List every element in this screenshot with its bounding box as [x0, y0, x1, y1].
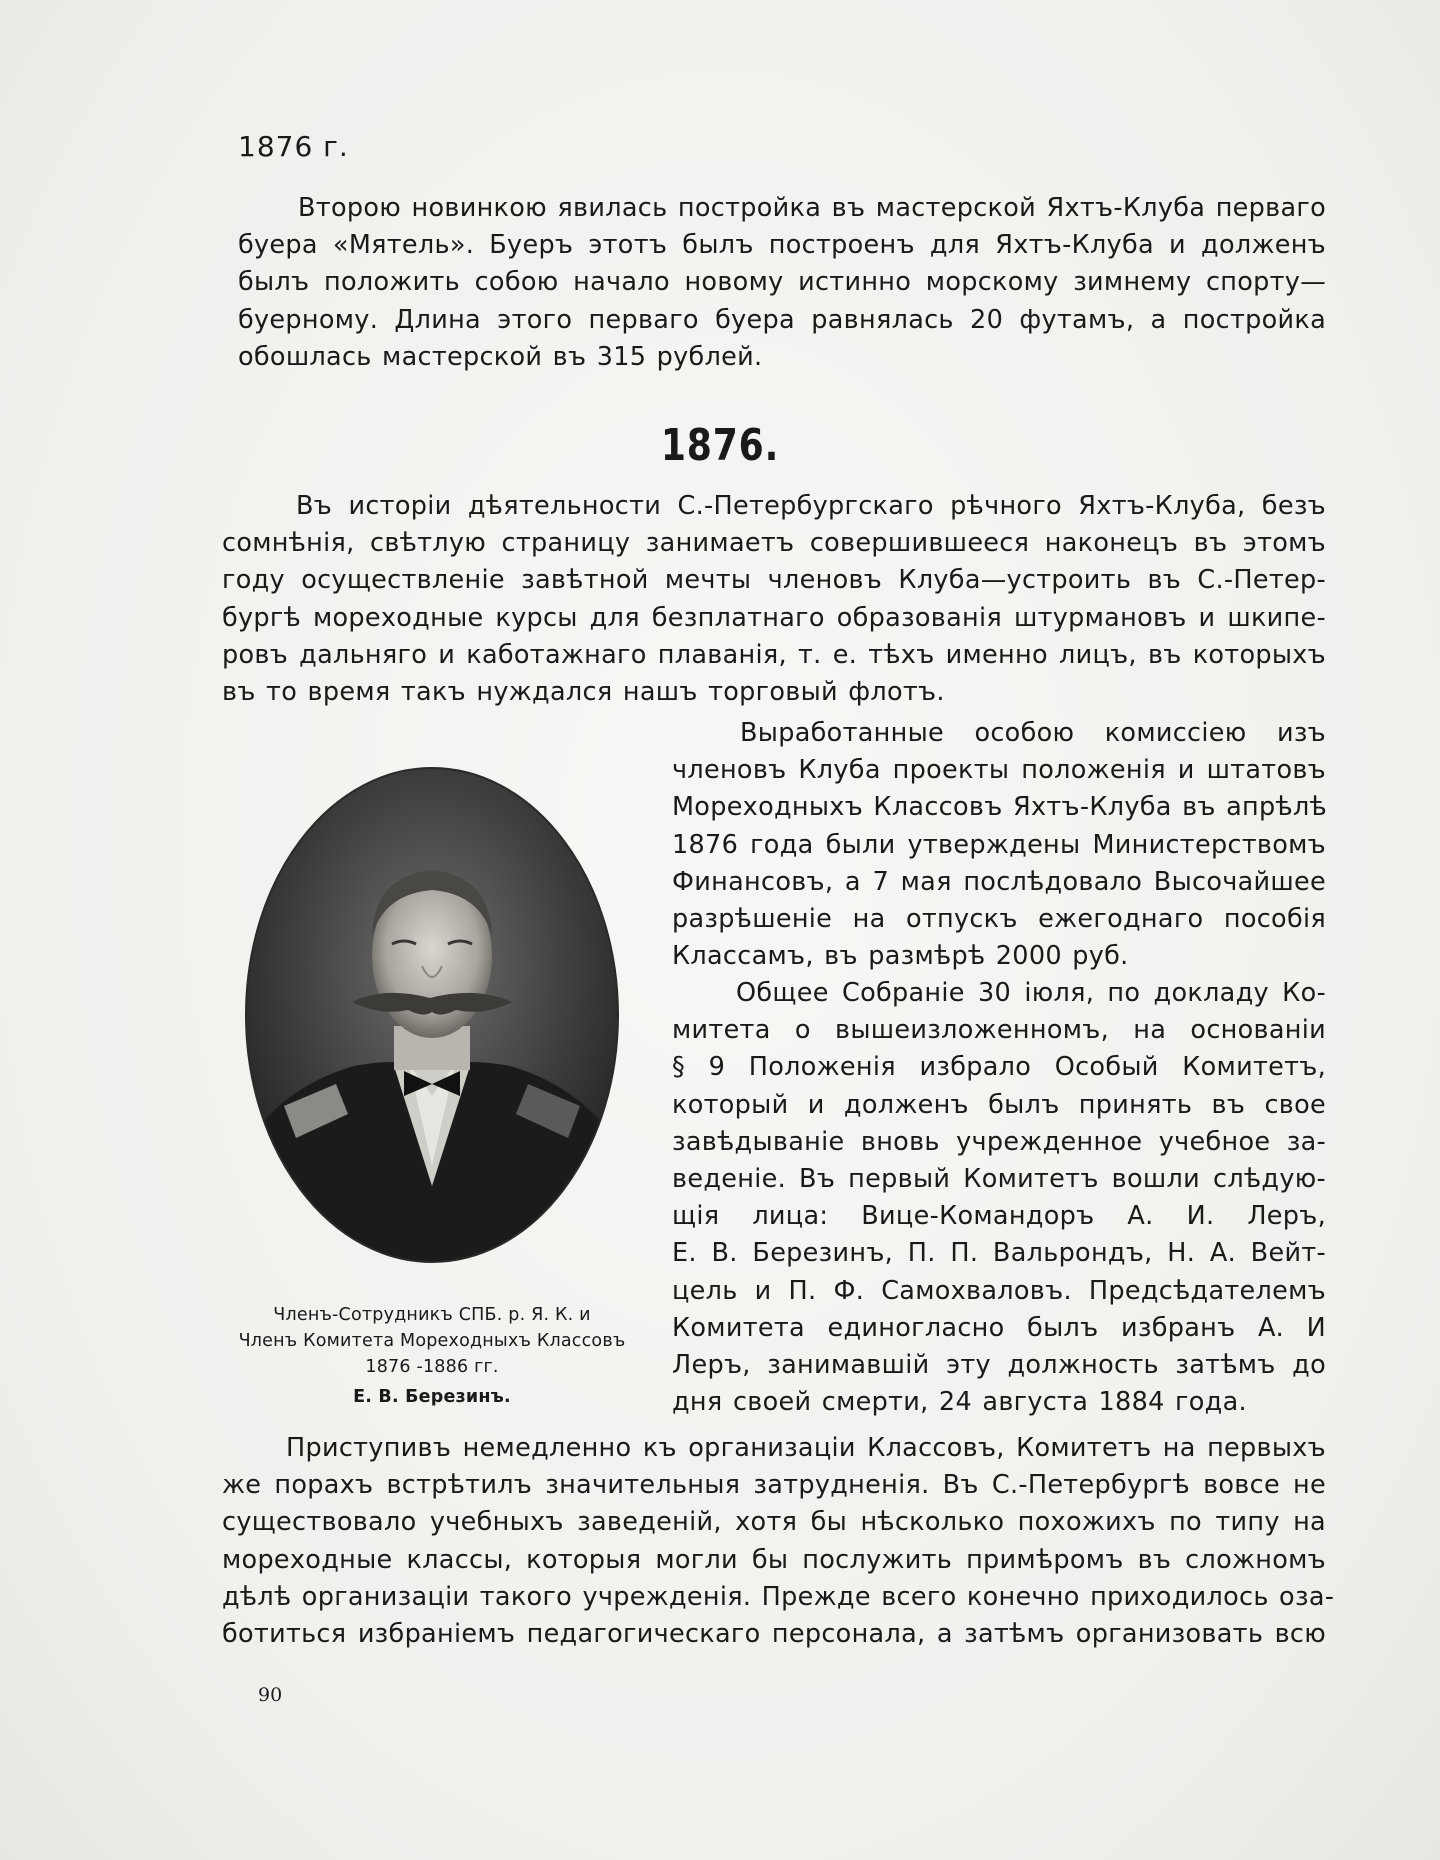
- caption-person-name: Е. В. Березинъ.: [353, 1387, 511, 1407]
- text-line: 1876 года были утверждены Министерствомъ: [672, 829, 1326, 860]
- caption-line: Членъ-Сотрудникъ СПБ. р. Я. К. и: [273, 1305, 591, 1325]
- text-line: буерному. Длина этого перваго буера равнялась 20 футамъ, а постройка: [238, 304, 1326, 335]
- text-line: членовъ Клуба проекты положенія и штатовъ: [672, 755, 1326, 786]
- text-line: митета о вышеизложенномъ, на основаніи: [672, 1015, 1326, 1046]
- text-line: щія лица: Вице-Командоръ А. И. Леръ,: [672, 1201, 1326, 1232]
- text-line: Е. В. Березинъ, П. П. Вальрондъ, Н. А. Вейт-: [672, 1238, 1326, 1269]
- paragraph-nautical-courses: [222, 488, 1326, 711]
- page-number: 90: [258, 1684, 283, 1706]
- text-line: цель и П. Ф. Самохваловъ. Предсѣдателемъ: [672, 1275, 1326, 1306]
- text-line: въ то время такъ нуждался нашъ торговый флотъ.: [222, 677, 945, 708]
- text-line: году осуществленіе завѣтной мечты членовъ Клуба—устроить въ С.-Петер-: [222, 565, 1326, 596]
- text-line: былъ положить собою начало новому истинно морскому зимнему спорту—: [238, 267, 1326, 298]
- text-line: существовало учебныхъ заведеній, хотя бы нѣсколько похожихъ по типу на: [222, 1507, 1326, 1538]
- text-line: мореходные классы, которыя могли бы послужить примѣромъ въ сложномъ: [222, 1544, 1326, 1575]
- paragraph-organization: [222, 1430, 1335, 1653]
- paragraph-general-meeting: [672, 975, 1326, 1421]
- paragraph-approval: [672, 715, 1326, 975]
- section-year-heading: 1876.: [660, 420, 780, 471]
- text-line: дня своей смерти, 24 августа 1884 года.: [672, 1387, 1247, 1418]
- text-line: бургѣ мореходные курсы для безплатнаго образованія штурмановъ и шкипе-: [222, 602, 1326, 633]
- caption-line: 1876 -1886 гг.: [365, 1357, 499, 1377]
- text-line: обошлась мастерской въ 315 рублей.: [238, 341, 763, 372]
- portrait-caption: [222, 1302, 642, 1410]
- text-line: разрѣшеніе на отпускъ ежегоднаго пособія: [672, 904, 1326, 935]
- text-line: дѣлѣ организаціи такого учрежденія. Прежде всего конечно приходилось оза-: [222, 1581, 1335, 1612]
- oval-portrait-photograph-icon: [244, 766, 620, 1264]
- text-line: Выработанные особою комиссіею изъ: [740, 718, 1326, 748]
- paragraph-buer-construction: [238, 190, 1326, 376]
- text-line: Приступивъ немедленно къ организаціи Классовъ, Комитетъ на первыхъ: [286, 1433, 1326, 1463]
- text-line: веденіе. Въ первый Комитетъ вошли слѣдую-: [672, 1164, 1326, 1195]
- text-line: который и долженъ былъ принять въ свое: [672, 1089, 1326, 1120]
- text-line: буера «Мятель». Буеръ этотъ былъ построенъ для Яхтъ-Клуба и долженъ: [238, 230, 1326, 261]
- text-line: Мореходныхъ Классовъ Яхтъ-Клуба въ апрѣлѣ: [672, 792, 1327, 823]
- running-head: 1876 г.: [238, 130, 349, 163]
- text-line: Общее Собраніе 30 іюля, по докладу Ко-: [736, 978, 1326, 1008]
- text-line: Второю новинкою явилась постройка въ мастерской Яхтъ-Клуба перваго: [298, 193, 1326, 223]
- text-line: завѣдываніе вновь учрежденное учебное за-: [672, 1126, 1326, 1157]
- text-line: же порахъ встрѣтилъ значительныя затрудненія. Въ С.-Петербургѣ вовсе не: [222, 1470, 1326, 1501]
- text-line: сомнѣнія, свѣтлую страницу занимаетъ совершившееся наконецъ въ этомъ: [222, 528, 1326, 559]
- text-line: Леръ, занимавшій эту должность затѣмъ до: [672, 1350, 1326, 1381]
- text-line: Финансовъ, а 7 мая послѣдовало Высочайшее: [672, 866, 1326, 897]
- text-line: ровъ дальняго и каботажнаго плаванія, т. е. тѣхъ именно лицъ, въ которыхъ: [222, 639, 1326, 670]
- text-line: ботиться избраніемъ педагогическаго персонала, а затѣмъ организовать всю: [222, 1619, 1326, 1650]
- caption-line: Членъ Комитета Мореходныхъ Классовъ: [238, 1331, 626, 1351]
- text-line: § 9 Положенія избрало Особый Комитетъ,: [672, 1052, 1326, 1083]
- text-line: Комитета единогласно былъ избранъ А. И: [672, 1312, 1326, 1343]
- text-line: Классамъ, въ размѣрѣ 2000 руб.: [672, 941, 1129, 972]
- text-line: Въ исторіи дѣятельности С.-Петербургскаго рѣчного Яхтъ-Клуба, безъ: [296, 491, 1326, 521]
